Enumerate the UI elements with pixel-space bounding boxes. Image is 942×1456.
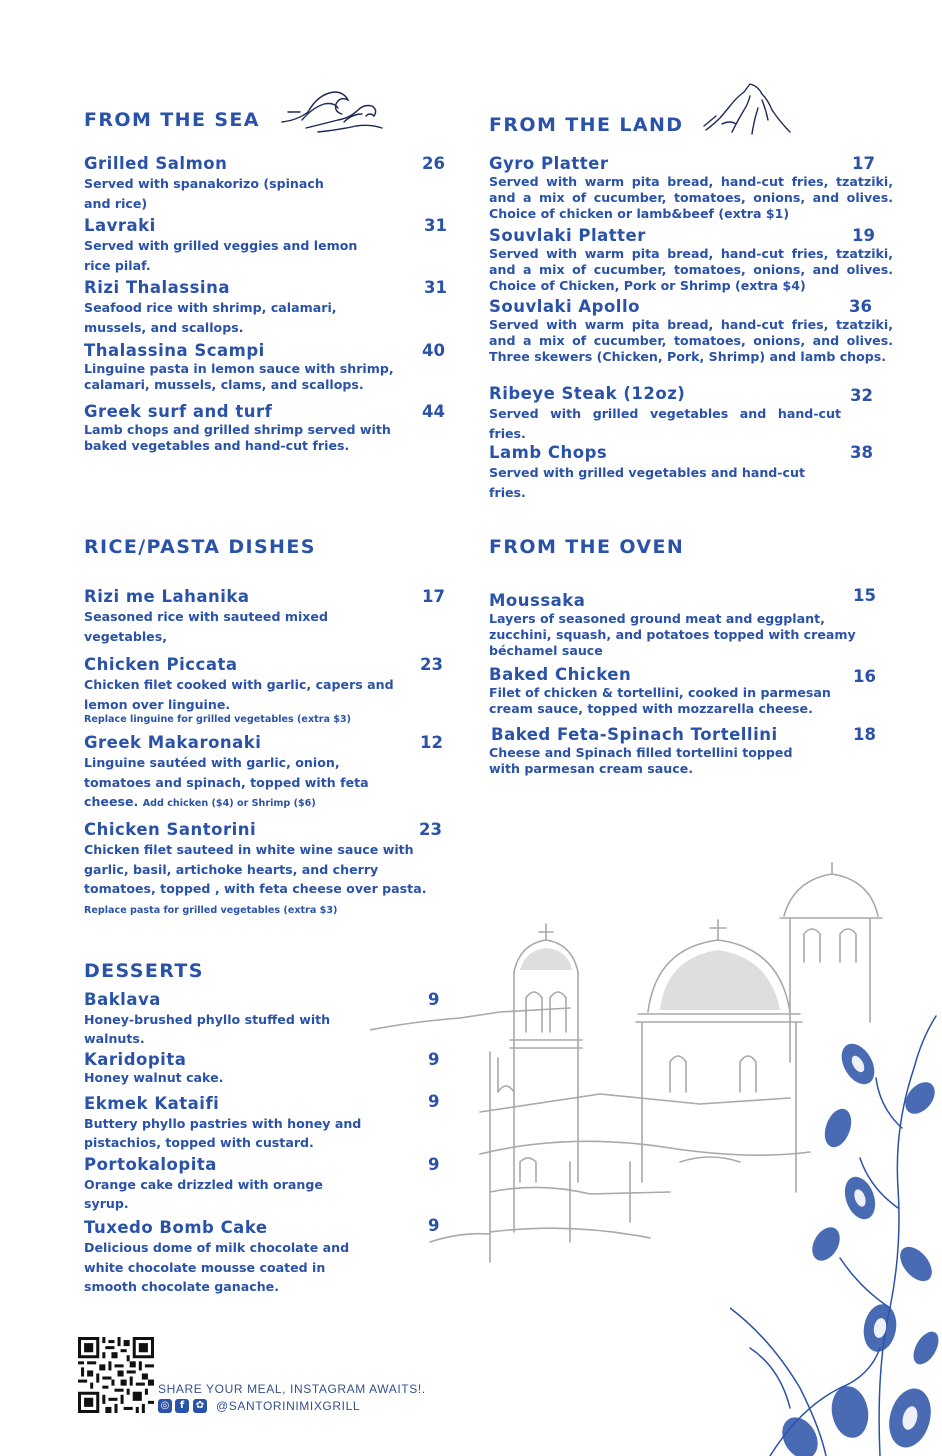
menu-item — [489, 591, 881, 659]
tripadvisor-icon[interactable]: ✿ — [193, 1399, 207, 1413]
mountain-icon — [702, 80, 794, 138]
item-price: 9 — [428, 990, 440, 1009]
menu-item — [489, 725, 809, 777]
item-description: Served with grilled vegetables and hand-cut fries. — [489, 406, 841, 441]
item-description: Orange cake drizzled with orange syrup. — [84, 1177, 323, 1211]
section-title-oven: FROM THE OVEN — [489, 536, 685, 558]
item-description: Buttery phyllo pastries with honey and pistachios, topped with custard. — [84, 1116, 362, 1150]
item-price: 36 — [849, 297, 872, 316]
item-name: Souvlaki Apollo — [489, 297, 640, 316]
item-description: Served with warm pita bread, hand-cut fries, tzatziki, and a mix of cucumber, tomatoes, onions, and olives. Three skewers (Chicken, Pork, Shrimp) and lamb chops. — [489, 317, 893, 364]
item-description — [84, 753, 404, 814]
item-price: 40 — [422, 341, 445, 360]
menu-item — [84, 154, 354, 213]
item-description-text: Chicken filet sauteed in white wine sauce with garlic, basil, artichoke hearts, and cherry tomatoes, topped , with feta cheese over pasta. — [84, 842, 427, 896]
item-price: 15 — [853, 586, 876, 605]
item-description: Seasoned rice with sauteed mixed vegetables, — [84, 609, 328, 644]
menu-item — [84, 1094, 384, 1152]
section-title-desserts: DESSERTS — [84, 960, 204, 982]
item-description: Honey-brushed phyllo stuffed with walnuts. — [84, 1012, 331, 1046]
item-name: Portokalopita — [84, 1155, 217, 1174]
item-price: 19 — [852, 226, 875, 245]
item-name: Greek Makaronaki — [84, 733, 262, 752]
item-description — [84, 840, 442, 920]
menu-item — [84, 1050, 354, 1086]
menu-item — [489, 297, 893, 365]
footer-share-text: SHARE YOUR MEAL, INSTAGRAM AWAITS!. — [158, 1382, 426, 1396]
item-name: Moussaka — [489, 591, 586, 610]
item-name: Baked Feta-Spinach Tortellini — [491, 725, 778, 744]
menu-item — [84, 1155, 354, 1213]
instagram-handle[interactable]: @SANTORINIMIXGRILL — [216, 1399, 361, 1413]
item-price: 17 — [852, 154, 875, 173]
menu-item — [84, 402, 414, 454]
item-name: Souvlaki Platter — [489, 226, 646, 245]
item-description: Served with grilled vegetables and hand-cut fries. — [489, 465, 805, 500]
item-note: Replace linguine for grilled vegetables (extra $3) — [84, 714, 351, 725]
menu-item — [84, 341, 414, 393]
item-name: Rizi Thalassina — [84, 278, 230, 297]
item-name: Ribeye Steak (12oz) — [489, 384, 686, 403]
item-price: 31 — [424, 216, 447, 235]
item-note: Add chicken ($4) or Shrimp ($6) — [142, 798, 316, 809]
item-price: 12 — [420, 733, 443, 752]
item-description: Linguine pasta in lemon sauce with shrimp, calamari, mussels, clams, and scallops. — [84, 361, 394, 392]
item-price: 18 — [853, 725, 876, 744]
item-price: 32 — [850, 386, 873, 405]
facebook-icon[interactable]: f — [175, 1399, 189, 1413]
item-name: Gyro Platter — [489, 154, 609, 173]
wave-icon — [278, 82, 386, 136]
item-name: Grilled Salmon — [84, 154, 228, 173]
item-price: 17 — [422, 587, 445, 606]
item-price: 9 — [428, 1216, 440, 1235]
menu-item — [84, 990, 354, 1048]
item-name: Lavraki — [84, 216, 156, 235]
instagram-icon[interactable]: ◎ — [158, 1399, 172, 1413]
menu-item — [84, 655, 414, 725]
item-price: 26 — [422, 154, 445, 173]
blue-floral-illustration — [730, 1008, 942, 1456]
item-description: Cheese and Spinach filled tortellini topped with parmesan cream sauce. — [489, 745, 793, 776]
menu-item — [84, 587, 374, 646]
item-price: 23 — [419, 820, 442, 839]
item-description: Seafood rice with shrimp, calamari, mussels, and scallops. — [84, 300, 337, 335]
menu-item — [84, 733, 404, 814]
menu-item — [489, 384, 841, 443]
section-title-sea: FROM THE SEA — [84, 109, 260, 131]
item-description: Delicious dome of milk chocolate and white chocolate mousse coated in smooth chocolate ganache. — [84, 1240, 350, 1294]
item-description: Layers of seasoned ground meat and eggplant, zucchini, squash, and potatoes topped with creamy béchamel sauce — [489, 611, 856, 658]
item-description: Filet of chicken & tortellini, cooked in parmesan cream sauce, topped with mozzarella cheese. — [489, 685, 831, 716]
item-description: Served with warm pita bread, hand-cut fries, tzatziki, and a mix of cucumber, tomatoes, onions, and olives. Choice of Chicken, Pork or Shrimp (extra $4) — [489, 246, 893, 293]
item-description: Lamb chops and grilled shrimp served with baked vegetables and hand-cut fries. — [84, 422, 391, 453]
item-name: Lamb Chops — [489, 443, 608, 462]
menu-item — [84, 1218, 366, 1297]
menu-item — [489, 443, 819, 502]
item-name: Chicken Piccata — [84, 655, 238, 674]
menu-item — [84, 278, 364, 337]
item-price: 9 — [428, 1155, 440, 1174]
item-description-text: Linguine sautéed with garlic, onion, tomatoes and spinach, topped with feta cheese. — [84, 755, 369, 809]
item-price: 44 — [422, 402, 445, 421]
item-price: 31 — [424, 278, 447, 297]
item-note: Replace pasta for grilled vegetables (extra $3) — [84, 904, 338, 916]
menu-item — [489, 226, 893, 294]
item-description: Served with grilled veggies and lemon rice pilaf. — [84, 238, 358, 273]
menu-item — [489, 665, 859, 717]
item-price: 38 — [850, 443, 873, 462]
item-name: Ekmek Kataifi — [84, 1094, 220, 1113]
item-name: Rizi me Lahanika — [84, 587, 250, 606]
item-name: Tuxedo Bomb Cake — [84, 1218, 268, 1237]
qr-code[interactable] — [78, 1337, 154, 1413]
item-price: 23 — [420, 655, 443, 674]
item-name: Chicken Santorini — [84, 820, 257, 839]
menu-item — [84, 820, 442, 920]
item-description: Served with warm pita bread, hand-cut fries, tzatziki, and a mix of cucumber, tomatoes, onions, and olives. Choice of chicken or lamb&beef (extra $1) — [489, 174, 893, 221]
item-name: Baked Chicken — [489, 665, 632, 684]
item-price: 16 — [853, 667, 876, 686]
item-name: Greek surf and turf — [84, 402, 273, 421]
menu-item — [84, 216, 384, 275]
item-price: 9 — [428, 1092, 440, 1111]
section-title-land: FROM THE LAND — [489, 114, 684, 136]
item-name: Thalassina Scampi — [84, 341, 265, 360]
item-description: Served with spanakorizo (spinach and rice) — [84, 176, 324, 211]
item-name: Baklava — [84, 990, 161, 1009]
item-description: Honey walnut cake. — [84, 1070, 224, 1085]
item-price: 9 — [428, 1050, 440, 1069]
menu-item — [489, 154, 893, 222]
section-title-rice-pasta: RICE/PASTA DISHES — [84, 536, 316, 558]
item-description: Chicken filet cooked with garlic, capers and lemon over linguine. — [84, 677, 394, 712]
item-name: Karidopita — [84, 1050, 187, 1069]
